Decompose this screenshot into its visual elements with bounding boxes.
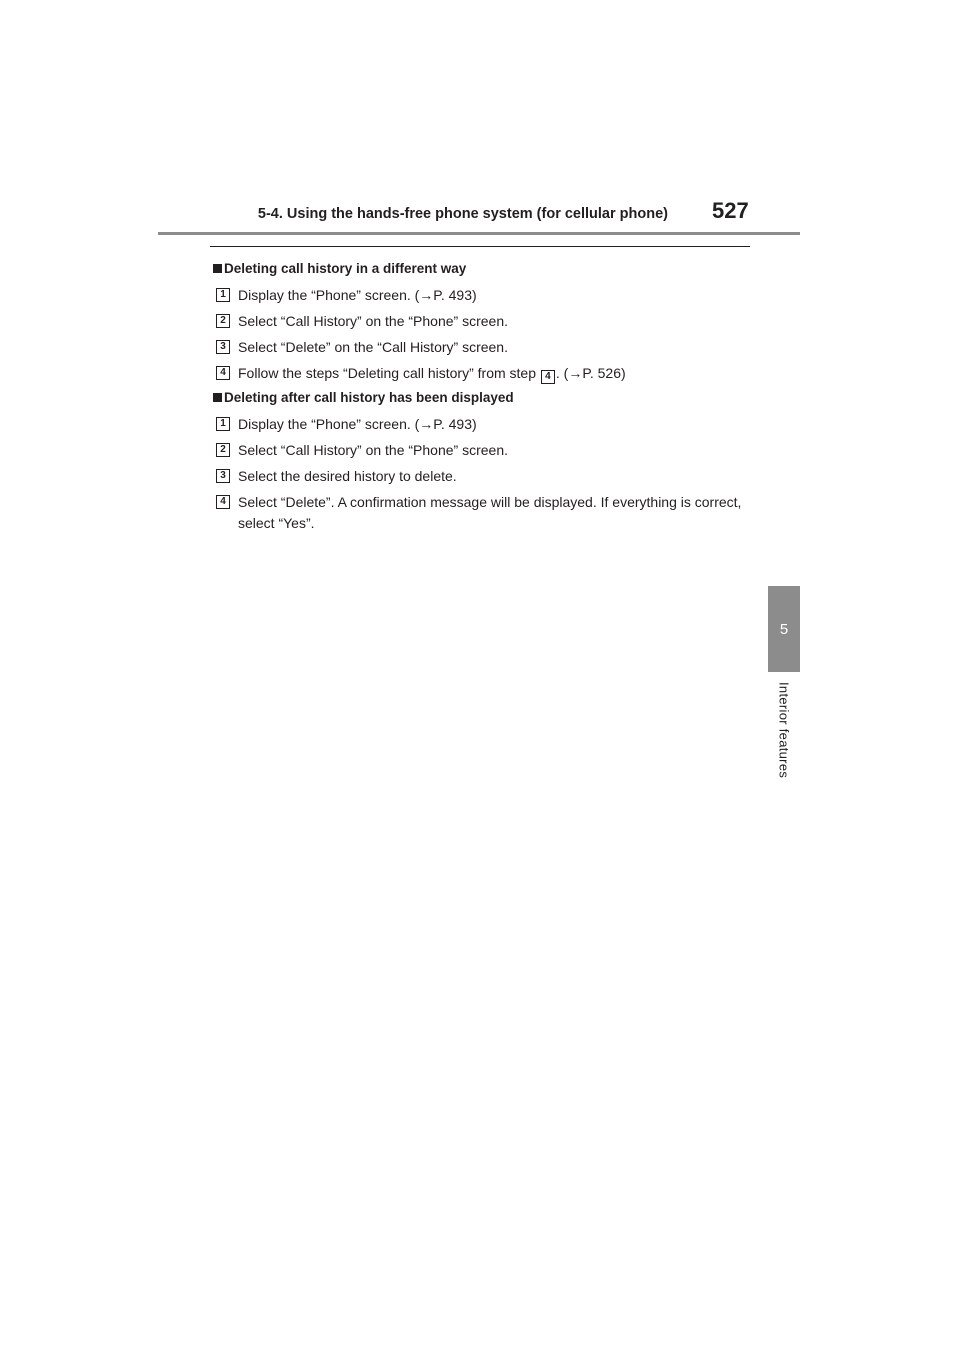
step-number-badge: 1 — [216, 417, 230, 431]
step-text: Select the desired history to delete. — [238, 468, 457, 484]
step-item — [216, 414, 758, 435]
step-item — [216, 492, 758, 534]
step-item — [216, 440, 758, 461]
page-reference-link[interactable]: . (→P. 526) — [555, 365, 626, 381]
step-item — [216, 311, 758, 332]
step-item — [216, 285, 758, 306]
step-number-badge: 4 — [216, 366, 230, 380]
section-heading: Deleting call history in a different way — [213, 261, 466, 276]
square-bullet-icon — [213, 264, 222, 273]
step-number-badge: 4 — [216, 495, 230, 509]
step-number-badge: 3 — [216, 469, 230, 483]
step-number-badge: 3 — [216, 340, 230, 354]
square-bullet-icon — [213, 393, 222, 402]
page-number: 527 — [712, 198, 749, 223]
step-item — [216, 363, 758, 384]
step-text: Select “Delete”. A confirmation message will be displayed. If everything is correct, select “Yes”. — [238, 494, 742, 531]
header-divider — [158, 232, 800, 235]
step-item — [216, 337, 758, 358]
step-text: Display the “Phone” screen. (→P. 493) — [238, 416, 477, 432]
step-number-badge: 2 — [216, 314, 230, 328]
section-heading: Deleting after call history has been displayed — [213, 390, 514, 405]
running-header-title: 5-4. Using the hands-free phone system (for cellular phone) — [257, 206, 668, 222]
step-text: Select “Delete” on the “Call History” screen. — [238, 339, 508, 355]
step-reference-badge[interactable]: 4 — [541, 370, 555, 384]
step-number-badge: 2 — [216, 443, 230, 457]
step-item — [216, 466, 758, 487]
chapter-label: Interior features — [776, 682, 792, 779]
step-number-badge: 1 — [216, 288, 230, 302]
chapter-tab[interactable]: 5 — [768, 586, 800, 672]
step-text: Follow the steps “Deleting call history” from step 4 . (→P. 526) — [238, 365, 626, 382]
step-text: Select “Call History” on the “Phone” screen. — [238, 313, 508, 329]
content-divider — [210, 246, 750, 247]
step-text: Display the “Phone” screen. (→P. 493) — [238, 287, 477, 303]
step-text: Select “Call History” on the “Phone” screen. — [238, 442, 508, 458]
